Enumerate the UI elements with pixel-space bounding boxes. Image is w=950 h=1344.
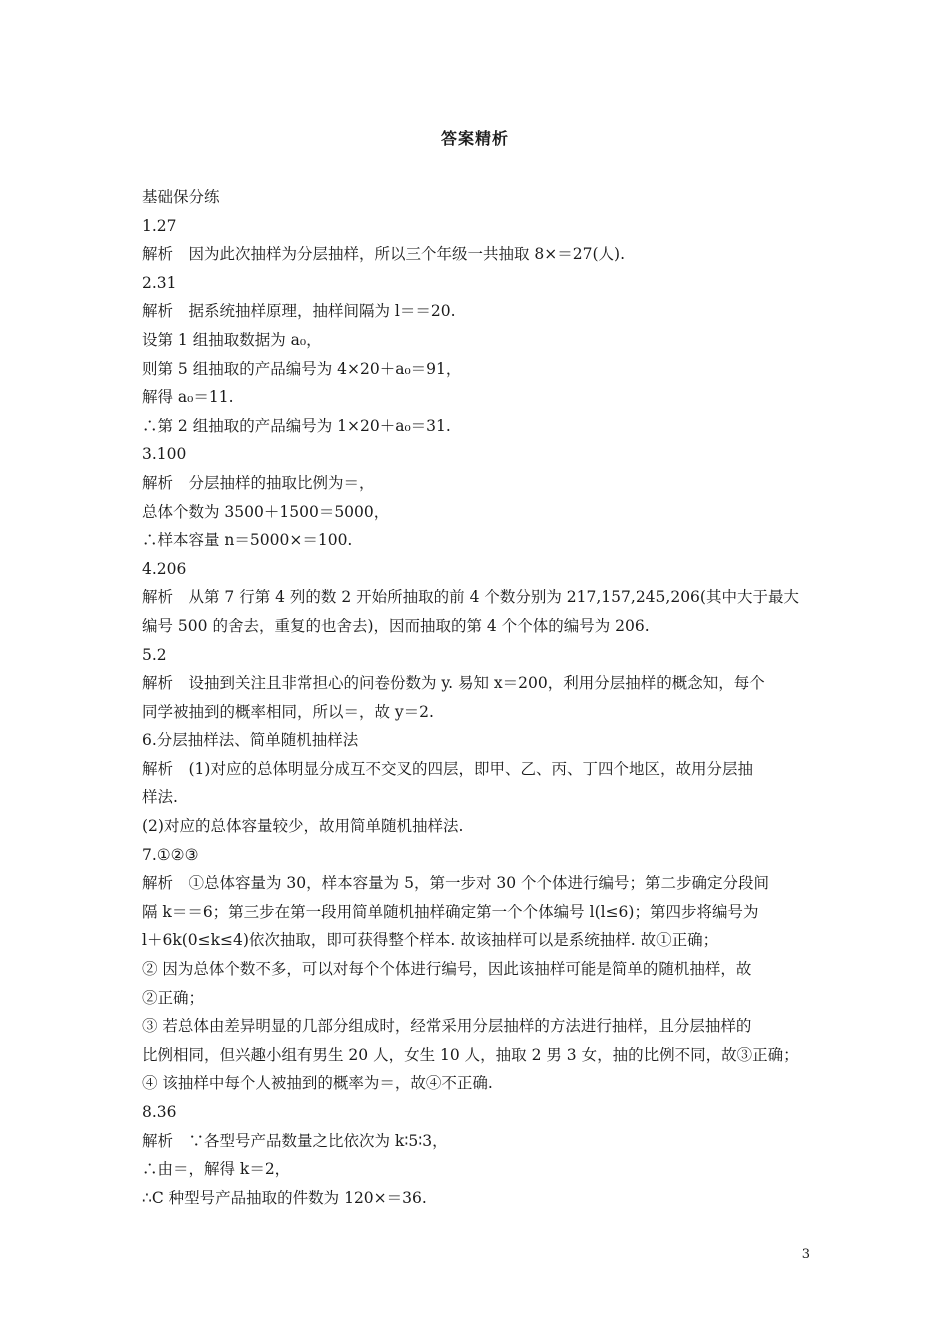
answer-line: ④ 该抽样中每个人被抽到的概率为＝，故④不正确. [142, 1074, 493, 1093]
answer-line: 比例相同，但兴趣小组有男生 20 人，女生 10 人，抽取 2 男 3 女，抽的比例不同，故③正确； [142, 1045, 799, 1064]
answer-line: 解析 据系统抽样原理，抽样间隔为 l＝＝20. [142, 302, 456, 321]
answer-line: l＋6k(0≤k≤4)依次抽取，即可获得整个样本. 故该抽样可以是系统抽样. 故①正确； [142, 931, 719, 950]
answer-line: 5.2 [142, 645, 167, 664]
answer-line: ∴由＝，解得 k＝2， [142, 1160, 291, 1179]
answer-line: ③ 若总体由差异明显的几部分组成时，经常采用分层抽样的方法进行抽样，且分层抽样的 [142, 1017, 752, 1036]
section-heading: 基础保分练 [142, 188, 220, 206]
answer-line: 解析 设抽到关注且非常担心的问卷份数为 y. 易知 x＝200，利用分层抽样的概念知，每个 [142, 674, 765, 693]
answer-line: 7.①②③ [142, 845, 199, 864]
answer-line: 解析 因为此次抽样为分层抽样，所以三个年级一共抽取 8×＝27(人). [142, 245, 626, 264]
answer-line: 1.27 [142, 216, 177, 235]
answer-content [142, 183, 810, 1212]
answer-line: ②正确； [142, 988, 205, 1007]
answer-line: 3.100 [142, 445, 187, 464]
answer-line: 4.206 [142, 559, 187, 578]
answer-line: 8.36 [142, 1103, 177, 1121]
page-title: 答案精析 [440, 129, 509, 148]
answer-line: 则第 5 组抽取的产品编号为 4×20＋a₀＝91， [142, 359, 462, 378]
answer-line: ∴第 2 组抽取的产品编号为 1×20＋a₀＝31. [142, 416, 451, 435]
answer-line: 2.31 [142, 273, 177, 292]
answer-line: 总体个数为 3500＋1500＝5000， [142, 502, 390, 521]
answer-line: ∴C 种型号产品抽取的件数为 120×＝36. [142, 1188, 427, 1207]
answer-line: 编号 500 的舍去，重复的也舍去)，因而抽取的第 4 个个体的编号为 206. [142, 616, 650, 635]
answer-line: ② 因为总体个数不多，可以对每个个体进行编号，因此该抽样可能是简单的随机抽样，故 [142, 960, 752, 979]
answer-line: 6.分层抽样法、简单随机抽样法 [142, 731, 359, 750]
answer-line: 样法. [142, 788, 178, 807]
answer-line: 解析 分层抽样的抽取比例为＝， [142, 473, 375, 492]
answer-line: 解析 ①总体容量为 30，样本容量为 5，第一步对 30 个个体进行编号；第二步确定分段间 [142, 874, 770, 893]
answer-line: 解析 从第 7 行第 4 列的数 2 开始所抽取的前 4 个数分别为 217,157,245,206(其中大于最大 [142, 588, 799, 607]
answer-line: 解析 ∵各型号产品数量之比依次为 k∶5∶3， [142, 1131, 448, 1150]
answer-line: ∴样本容量 n＝5000×＝100. [142, 531, 353, 550]
answer-line: 同学被抽到的概率相同，所以＝，故 y＝2. [142, 702, 434, 721]
answer-line: 隔 k＝＝6；第三步在第一段用简单随机抽样确定第一个个体编号 l(l≤6)；第四步将编号为 [142, 902, 759, 921]
page-number: 3 [801, 1247, 810, 1262]
answer-line: 解析 (1)对应的总体明显分成互不交叉的四层，即甲、乙、丙、丁四个地区，故用分层抽 [142, 759, 753, 778]
answer-line: (2)对应的总体容量较少，故用简单随机抽样法. [142, 817, 464, 836]
answer-line: 解得 a₀＝11. [142, 388, 234, 407]
answer-line: 设第 1 组抽取数据为 a₀， [142, 330, 322, 349]
